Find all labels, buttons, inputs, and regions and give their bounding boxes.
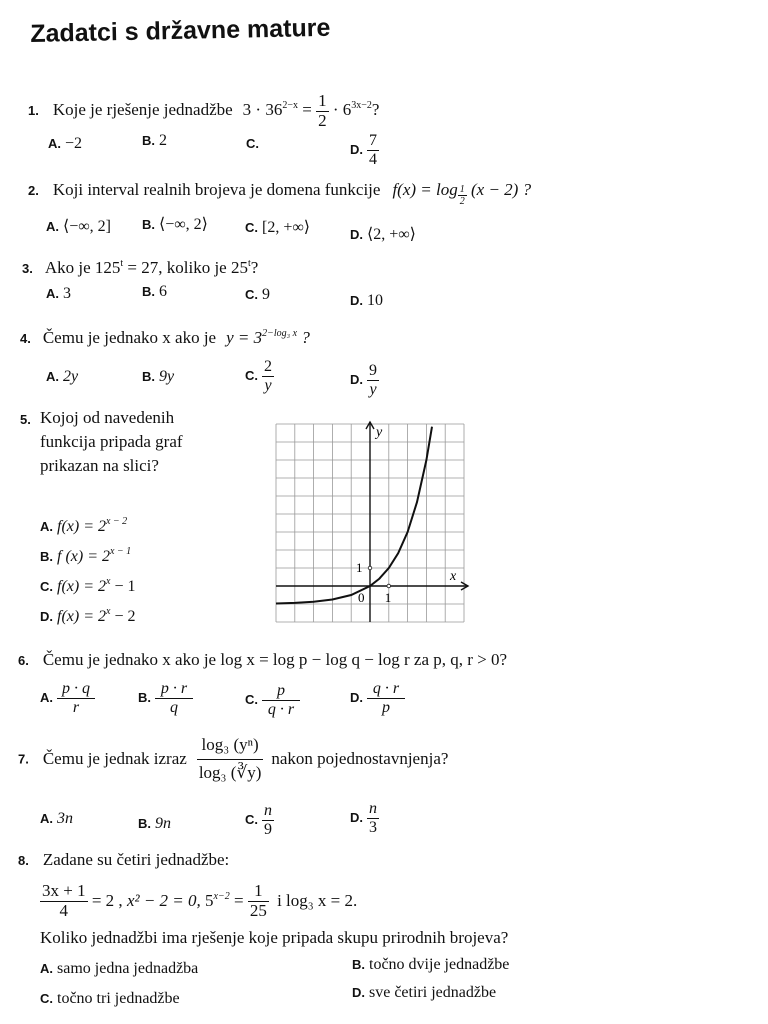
q3-option-c[interactable]: C. 9 [245, 286, 270, 303]
question-text-end: nakon pojednostavnjenja? [271, 749, 449, 769]
q1-option-d[interactable]: D. $\frac{7}{4}$ [350, 132, 377, 168]
q2-option-d[interactable]: D. ⟨2, +∞⟩ [350, 226, 416, 243]
question-text: Čemu je jednak izraz [42, 749, 187, 769]
eq1-rest: = 2 , [91, 891, 123, 911]
q2-option-a[interactable]: A. ⟨−∞, 2] [46, 218, 111, 235]
q6-option-c[interactable]: C. $\frac{p}{q \cdot r}$ [245, 682, 300, 718]
q3-option-d[interactable]: D. 10 [350, 292, 383, 309]
eq3-fraction: $\frac{1}{25}$ [249, 881, 267, 920]
y-axis-label: y [376, 425, 383, 440]
q1-option-b[interactable]: B. 2 [142, 132, 167, 149]
eq-left: 3 · 36 [242, 100, 283, 120]
eq-right: · 6 [332, 100, 352, 120]
question-number: 3. [22, 261, 33, 276]
question-8 [18, 850, 229, 870]
question-5-line-3: prikazan na slici? [40, 456, 159, 475]
fraction-half: $\frac{1}{2}$ [318, 91, 327, 130]
question-6 [18, 650, 507, 670]
question-8-prompt: Koliko jednadžbi ima rješenje koje pripada skupu prirodnih brojeva? [40, 928, 509, 947]
q8-option-a[interactable]: A. samo jedna jednadžba [40, 960, 199, 977]
question-5-line-2: funkcija pripada graf [40, 432, 183, 451]
question-number: 1. [28, 103, 39, 119]
question-mark: ? [371, 100, 380, 120]
eq-equals: = [302, 100, 312, 120]
question-1 [28, 92, 379, 130]
q4-option-d[interactable]: D. $\frac{9}{y}$ [350, 362, 377, 398]
q7-option-d[interactable]: D. $\frac{n}{3}$ [350, 800, 377, 836]
q2-option-b[interactable]: B. ⟨−∞, 2⟩ [142, 216, 208, 233]
question-2 [28, 180, 531, 207]
question-text: Čemu je jednako x ako je [42, 328, 217, 347]
eq1-fraction: $\frac{3x + 1}{4}$ [42, 881, 86, 920]
q3-option-a[interactable]: A. 3 [46, 285, 71, 302]
question-number: 6. [18, 653, 29, 668]
x-axis-label: x [450, 569, 457, 584]
origin-label: 0 [358, 590, 365, 605]
q1-option-c[interactable]: C. [246, 136, 259, 151]
question-number: 4. [20, 331, 31, 346]
question-text: Zadane su četiri jednadžbe: [42, 850, 230, 869]
q1-option-a[interactable]: A. −2 [48, 135, 83, 152]
q6-option-a[interactable]: A. $\frac{p \cdot q}{r}$ [40, 680, 95, 716]
equation: $y = 3^{2-log_3 x}$ ? [226, 328, 310, 347]
eq-left-exp: 2−x [282, 100, 298, 112]
question-number: 2. [28, 183, 39, 198]
question-7 [18, 736, 448, 782]
q8-option-c[interactable]: C. točno tri jednadžbe [40, 990, 180, 1007]
question-text: Koji interval realnih brojeva je domena funkcije [52, 180, 381, 199]
q7-option-c[interactable]: C. $\frac{n}{9}$ [245, 802, 272, 838]
equations-line [40, 882, 357, 920]
eq2: x² − 2 = 0, [126, 891, 201, 911]
x-tick-label: 1 [384, 590, 392, 605]
q5-option-c[interactable]: C. $f(x) = 2^x - 1$ [40, 576, 136, 595]
q8-option-d[interactable]: D. sve četiri jednadžbe [352, 984, 497, 1001]
function-def: f(x) = log $\frac{1}{2}$ (x − 2) ? [392, 180, 532, 207]
eq4: i log₃ x = 2. [277, 891, 358, 911]
graph-axes [276, 422, 468, 622]
q7-option-b[interactable]: B. 9n [138, 815, 171, 832]
log-fraction: $\frac{\text{log₃ (yⁿ)}}{\text{log₃ (∛y)}}$ [198, 735, 262, 782]
question-number: 7. [18, 751, 29, 767]
q4-option-c[interactable]: C. $\frac{2}{y}$ [245, 358, 272, 394]
question-text: Koje je rješenje jednadžbe [52, 100, 233, 120]
q5-option-b[interactable]: B. f $(x) = 2^{x - 1}$ [40, 546, 132, 565]
tick-marker [368, 566, 372, 570]
q7-option-a[interactable]: A. 3n [40, 810, 73, 827]
q8-option-b[interactable]: B. točno dvije jednadžbe [352, 956, 510, 973]
question-number: 5. [20, 412, 31, 427]
page-title: Zadatci s državne mature [30, 13, 331, 48]
question-number: 8. [18, 853, 29, 868]
tick-marker [387, 584, 391, 588]
question-4 [20, 328, 310, 348]
q5-option-d[interactable]: D. $f(x) = 2^x - 2$ [40, 606, 136, 625]
eq3: $5^{x-2}$ = [205, 891, 244, 911]
q4-option-a[interactable]: A. 2y [46, 368, 79, 385]
q4-option-b[interactable]: B. 9y [142, 368, 175, 385]
eq-right-exp: 3x−2 [351, 100, 372, 112]
question-text: Ako je 125$^t$ = 27, koliko je 25$^t$? [44, 258, 259, 277]
function-curve [276, 427, 432, 604]
function-graph [270, 418, 470, 628]
question-3 [22, 258, 258, 278]
equation [242, 91, 380, 130]
q3-option-b[interactable]: B. 6 [142, 283, 167, 300]
question-text: Čemu je jednako x ako je log x = log p − log q − log r za p, q, r > 0? [42, 650, 508, 669]
q6-option-d[interactable]: D. $\frac{q \cdot r}{p}$ [350, 680, 405, 716]
q6-option-b[interactable]: B. $\frac{p \cdot r}{q}$ [138, 680, 193, 716]
q5-option-a[interactable]: A. $f(x) = 2^{x - 2}$ [40, 516, 128, 535]
q2-option-c[interactable]: C. [2, +∞⟩ [245, 219, 310, 236]
question-5-line-1: Kojoj od navedenih [40, 408, 175, 427]
y-tick-label: 1 [356, 560, 363, 575]
